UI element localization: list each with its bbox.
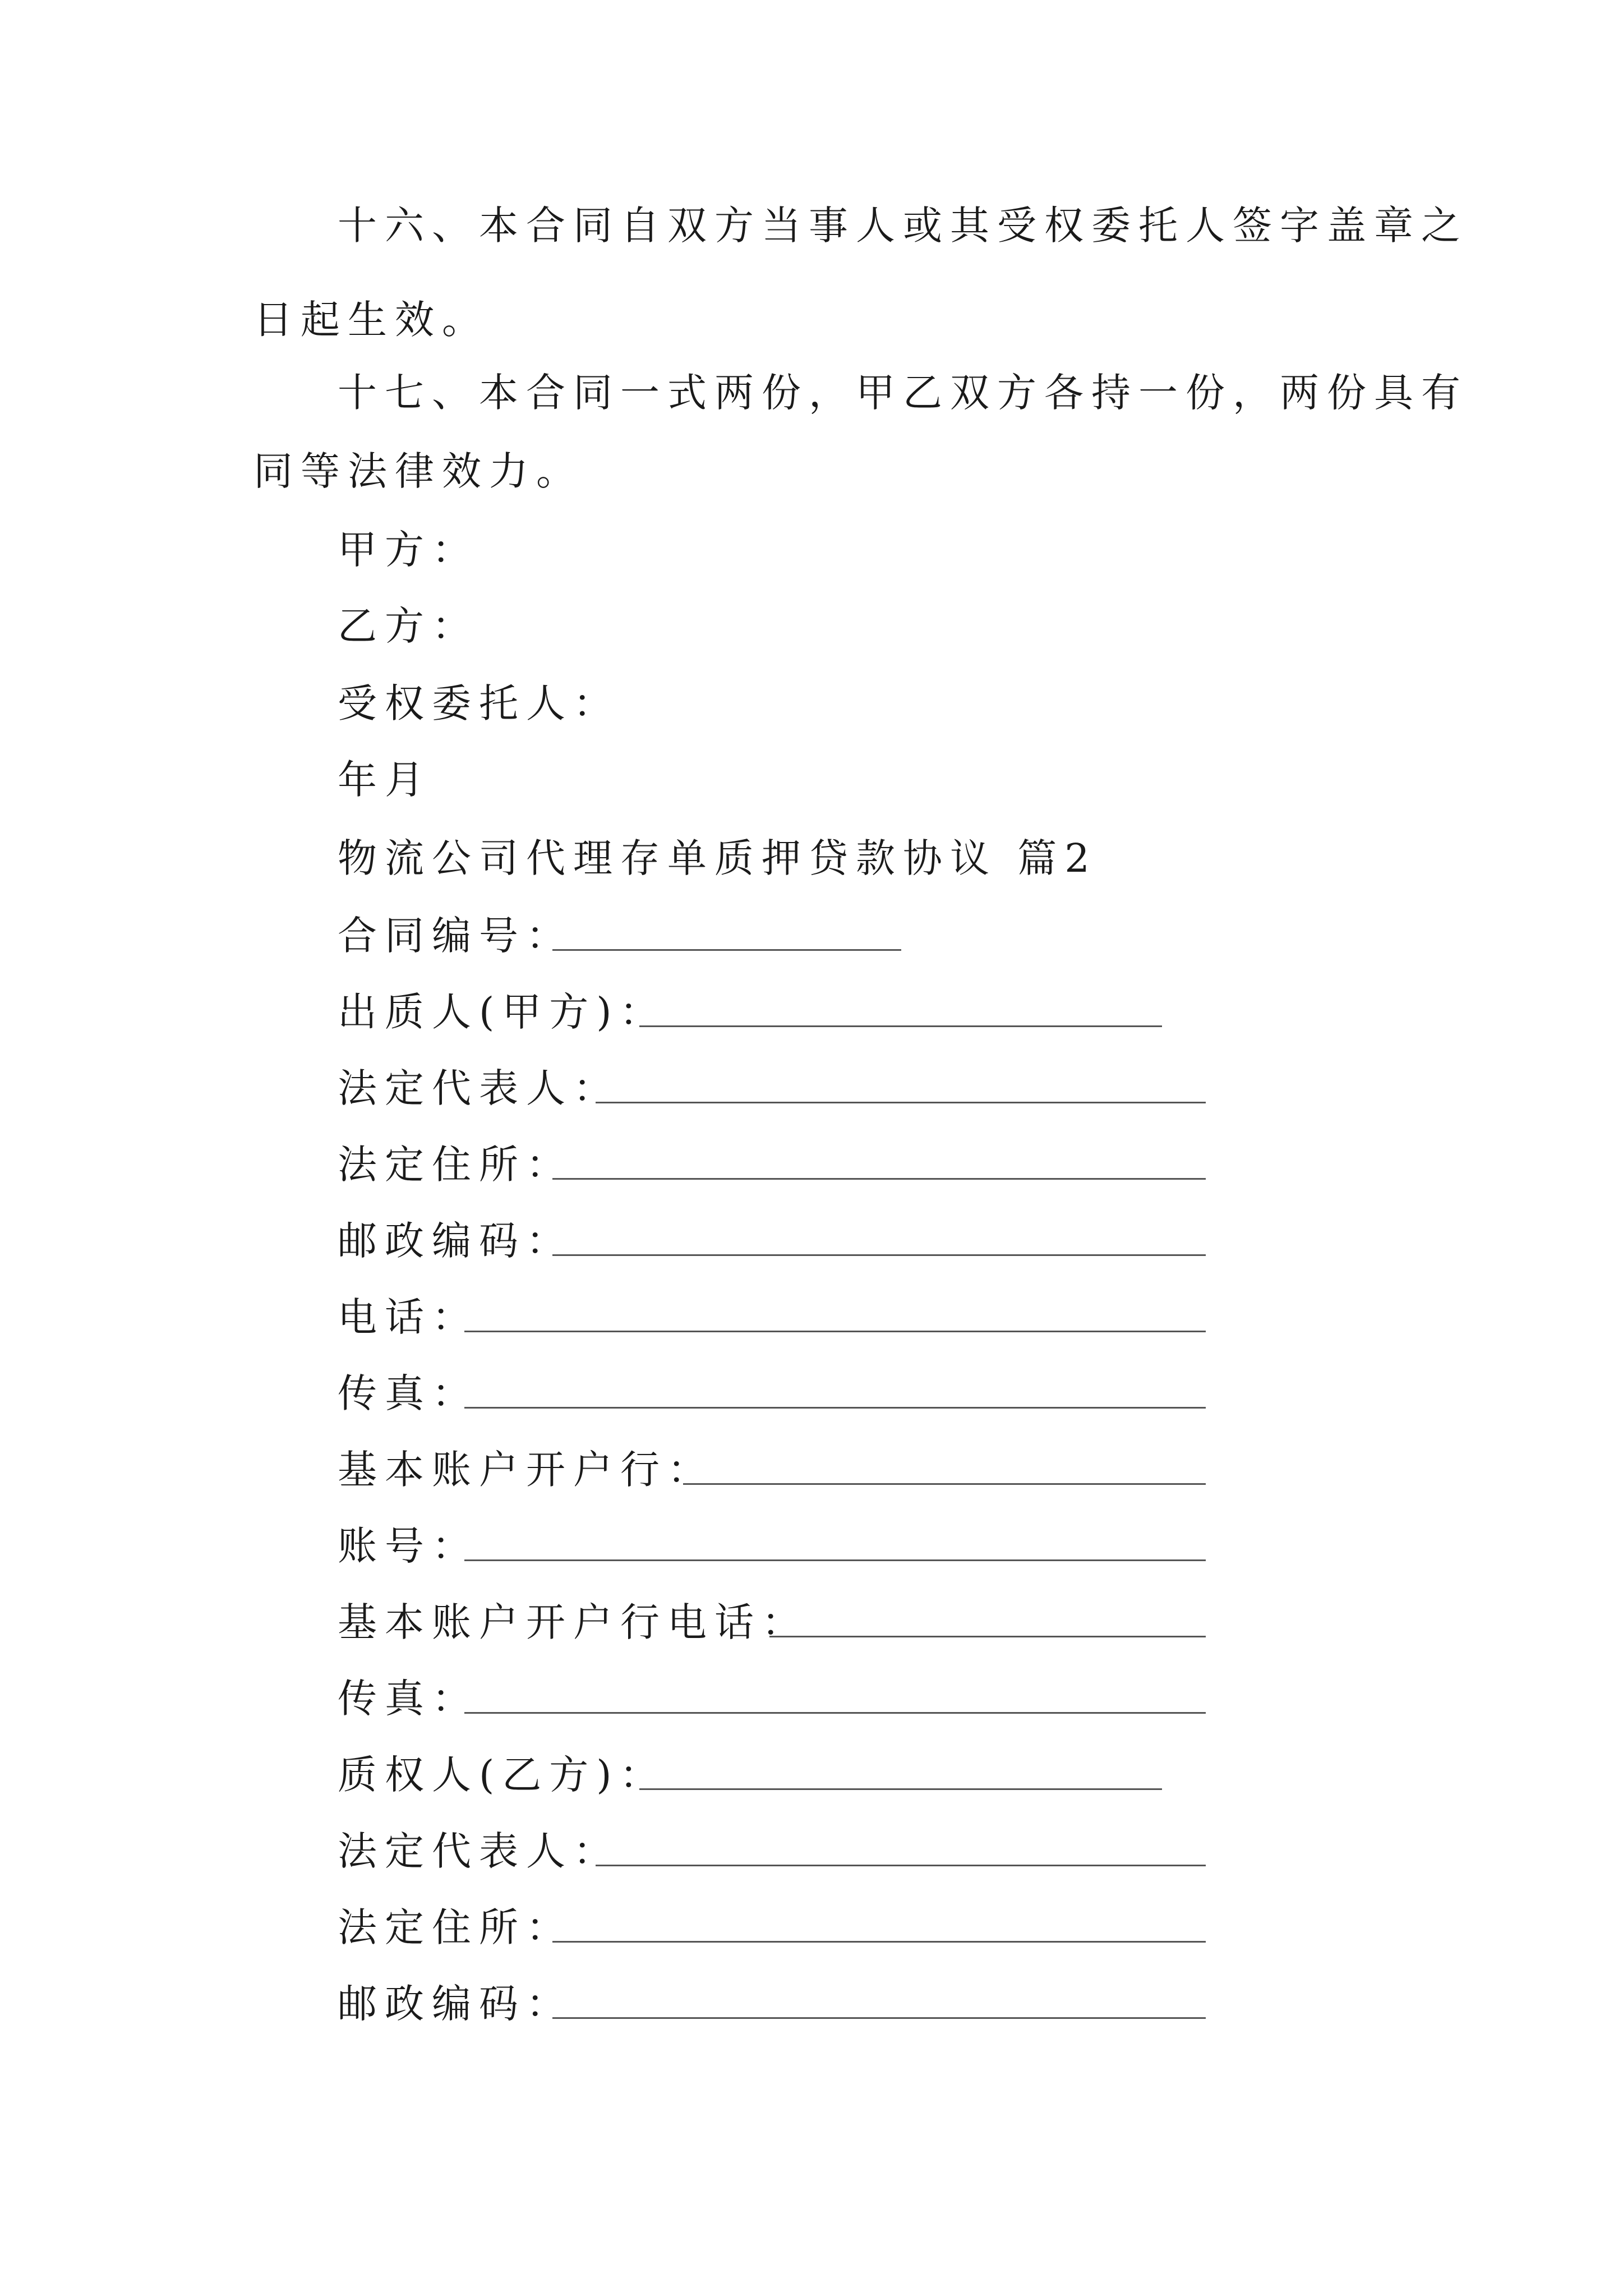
form-field-bank-a bbox=[338, 1442, 714, 1498]
account-a-blank[interactable] bbox=[464, 1559, 1206, 1561]
field-label: 法定住所： bbox=[338, 1904, 573, 1950]
field-label: 邮政编码： bbox=[338, 1218, 573, 1264]
party-b-label: 乙方： bbox=[338, 603, 479, 649]
fax-a-blank[interactable] bbox=[464, 1407, 1206, 1409]
phone-a-blank[interactable] bbox=[464, 1331, 1206, 1332]
authorized-agent-label: 受权委托人： bbox=[338, 680, 620, 726]
form-field-pledgee bbox=[338, 1747, 667, 1803]
field-label: 出质人(甲方)： bbox=[338, 989, 667, 1035]
party-a-label: 甲方： bbox=[338, 527, 479, 573]
field-label: 合同编号： bbox=[338, 913, 573, 959]
form-field-postcode-b bbox=[338, 1976, 573, 2032]
form-field-bank-phone-a bbox=[338, 1594, 809, 1650]
clause-17-line-2: 同等法律效力。 bbox=[253, 448, 583, 494]
field-label: 电话： bbox=[338, 1294, 479, 1340]
form-field-address-b bbox=[338, 1899, 573, 1955]
date-label: 年月 bbox=[338, 757, 432, 803]
form-field-postcode-a bbox=[338, 1213, 573, 1269]
form-field-account-a bbox=[338, 1518, 479, 1574]
field-label: 法定代表人： bbox=[338, 1065, 620, 1111]
section-title: 物流公司代理存单质押贷款协议 篇2 bbox=[338, 835, 1098, 881]
pledgor-blank[interactable] bbox=[639, 1025, 1162, 1027]
field-label: 基本账户开户行电话： bbox=[338, 1599, 809, 1645]
contract-number-blank[interactable] bbox=[552, 949, 901, 951]
address-a-blank[interactable] bbox=[552, 1178, 1206, 1180]
form-field-fax-a-2 bbox=[338, 1671, 479, 1727]
field-label: 传真： bbox=[338, 1370, 479, 1416]
field-label: 质权人(乙方)： bbox=[338, 1752, 667, 1798]
field-label: 基本账户开户行： bbox=[338, 1447, 714, 1493]
clause-16-line-1: 十六、本合同自双方当事人或其受权委托人签字盖章之 bbox=[338, 203, 1468, 249]
clause-17-line-1: 十七、本合同一式两份，甲乙双方各持一份，两份具有 bbox=[338, 370, 1468, 416]
form-field-pledgor bbox=[338, 984, 667, 1040]
fax-a-2-blank[interactable] bbox=[464, 1712, 1206, 1714]
field-label: 传真： bbox=[338, 1676, 479, 1722]
form-field-legal-rep-b bbox=[338, 1823, 620, 1879]
bank-a-blank[interactable] bbox=[683, 1483, 1206, 1485]
legal-rep-b-blank[interactable] bbox=[596, 1865, 1206, 1866]
form-field-contract-number bbox=[338, 908, 573, 964]
field-label: 邮政编码： bbox=[338, 1981, 573, 2027]
postcode-b-blank[interactable] bbox=[552, 2017, 1206, 2019]
form-field-address-a bbox=[338, 1137, 573, 1193]
form-field-fax-a bbox=[338, 1365, 479, 1421]
field-label: 账号： bbox=[338, 1523, 479, 1569]
form-field-phone-a bbox=[338, 1289, 479, 1345]
postcode-a-blank[interactable] bbox=[552, 1254, 1206, 1256]
bank-phone-a-blank[interactable] bbox=[769, 1636, 1206, 1637]
address-b-blank[interactable] bbox=[552, 1941, 1206, 1943]
field-label: 法定住所： bbox=[338, 1142, 573, 1188]
field-label: 法定代表人： bbox=[338, 1828, 620, 1874]
pledgee-blank[interactable] bbox=[639, 1788, 1162, 1790]
legal-rep-a-blank[interactable] bbox=[596, 1102, 1206, 1103]
clause-16-line-2: 日起生效。 bbox=[253, 297, 489, 343]
form-field-legal-rep-a bbox=[338, 1060, 620, 1116]
